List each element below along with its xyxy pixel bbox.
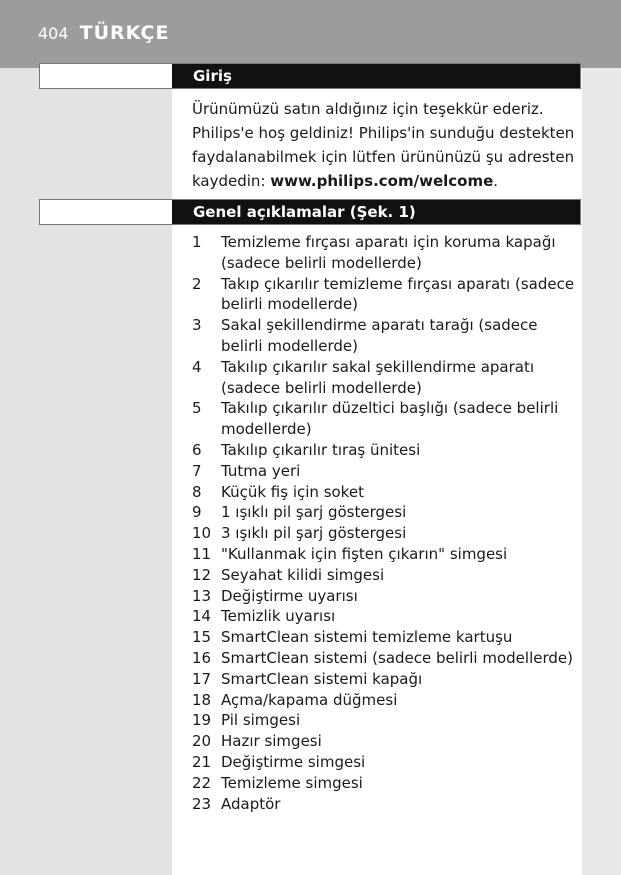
list-item	[192, 627, 577, 648]
list-item-text: Hazır simgesi	[221, 732, 322, 751]
section-header-spacer	[40, 200, 172, 224]
list-item-text: Sakal şekillendirme aparatı tarağı (sadece belirli modellerde)	[221, 316, 538, 355]
list-item	[192, 710, 577, 731]
page-number: 404	[38, 24, 69, 43]
list-item-text: Tutma yeri	[221, 461, 301, 480]
list-item	[192, 482, 577, 503]
section-header-general	[39, 199, 581, 225]
list-item	[192, 232, 577, 274]
list-item-text: Küçük fiş için soket	[221, 482, 364, 501]
list-item-text: SmartClean sistemi (sadece belirli modellerde)	[221, 648, 573, 667]
list-item	[192, 794, 577, 815]
list-item-number: 13	[192, 586, 212, 605]
list-item-number: 16	[192, 648, 212, 667]
list-item-text: "Kullanmak için fişten çıkarın" simgesi	[221, 544, 508, 563]
list-item	[192, 440, 577, 461]
list-item-text: Pil simgesi	[221, 711, 301, 730]
list-item	[192, 669, 577, 690]
right-margin-strip	[582, 68, 621, 875]
list-item-number: 5	[192, 399, 202, 418]
list-item-text: Takılıp çıkarılır düzeltici başlığı (sadece belirli modellerde)	[221, 399, 559, 439]
list-item-number: 19	[192, 711, 212, 730]
list-item-number: 14	[192, 607, 212, 626]
list-item-text: Açma/kapama düğmesi	[221, 690, 398, 709]
list-item-text: Değiştirme uyarısı	[221, 586, 358, 605]
list-item	[192, 398, 577, 440]
section-title-intro: Giriş	[193, 67, 232, 85]
list-item	[192, 357, 577, 399]
list-item-number: 8	[192, 482, 202, 501]
list-item	[192, 648, 577, 669]
list-item	[192, 274, 577, 316]
list-item-number: 11	[192, 544, 212, 563]
list-item-text: 3 ışıklı pil şarj göstergesi	[221, 524, 407, 543]
list-item-number: 12	[192, 565, 212, 584]
list-item-number: 7	[192, 461, 202, 480]
list-item	[192, 461, 577, 482]
section-header-spacer	[40, 64, 172, 88]
list-item-number: 2	[192, 274, 202, 293]
list-item-number: 17	[192, 669, 212, 688]
list-item	[192, 752, 577, 773]
list-item-text: SmartClean sistemi kapağı	[221, 669, 423, 688]
list-item-number: 3	[192, 316, 202, 335]
list-item-number: 4	[192, 357, 202, 376]
list-item-text: Adaptör	[221, 794, 281, 813]
list-item-number: 10	[192, 524, 212, 543]
parts-list	[192, 232, 577, 814]
list-item-number: 23	[192, 794, 212, 813]
header-band	[0, 0, 621, 68]
list-item	[192, 690, 577, 711]
list-item	[192, 523, 577, 544]
list-item-number: 6	[192, 440, 202, 459]
list-item	[192, 606, 577, 627]
intro-text-end: .	[493, 172, 499, 190]
list-item	[192, 586, 577, 607]
page-header	[38, 22, 169, 44]
list-item-text: 1 ışıklı pil şarj göstergesi	[221, 503, 407, 522]
list-item-text: Takıp çıkarılır temizleme fırçası aparatı (sadece belirli modellerde)	[221, 274, 575, 314]
intro-text: Ürünümüzü satın aldığınız için teşekkür ederiz. Philips'e hoş geldiniz! Philips'in sunduğu destekten faydalanabilmek için lütfen ürününüzü şu adresten kaydedin:	[192, 100, 575, 190]
list-item	[192, 565, 577, 586]
list-item-text: Takılıp çıkarılır tıraş ünitesi	[221, 440, 421, 459]
list-item	[192, 773, 577, 794]
list-item-text: Seyahat kilidi simgesi	[221, 565, 385, 584]
list-item-number: 1	[192, 233, 202, 251]
list-item-text: Takılıp çıkarılır sakal şekillendirme aparatı (sadece belirli modellerde)	[221, 357, 535, 397]
list-item-text: Temizleme simgesi	[221, 773, 363, 792]
list-item	[192, 315, 577, 357]
list-item-text: Temizlik uyarısı	[221, 607, 336, 626]
section-title-general: Genel açıklamalar (Şek. 1)	[193, 203, 416, 221]
language-title: TÜRKÇE	[79, 22, 170, 44]
list-item-number: 22	[192, 773, 212, 792]
section-header-intro	[39, 63, 581, 89]
list-item-number: 18	[192, 690, 212, 709]
list-item	[192, 731, 577, 752]
intro-paragraph	[192, 97, 577, 193]
list-item-number: 9	[192, 503, 202, 522]
welcome-link[interactable]: www.philips.com/welcome	[270, 172, 494, 190]
list-item	[192, 502, 577, 523]
list-item-number: 21	[192, 752, 212, 771]
left-margin-column	[0, 68, 172, 875]
list-item-text: Değiştirme simgesi	[221, 752, 366, 771]
list-item-text: SmartClean sistemi temizleme kartuşu	[221, 628, 513, 647]
list-item-number: 15	[192, 628, 212, 647]
list-item-text: Temizleme fırçası aparatı için koruma kapağı (sadece belirli modellerde)	[221, 233, 556, 272]
list-item	[192, 544, 577, 565]
list-item-number: 20	[192, 732, 212, 751]
